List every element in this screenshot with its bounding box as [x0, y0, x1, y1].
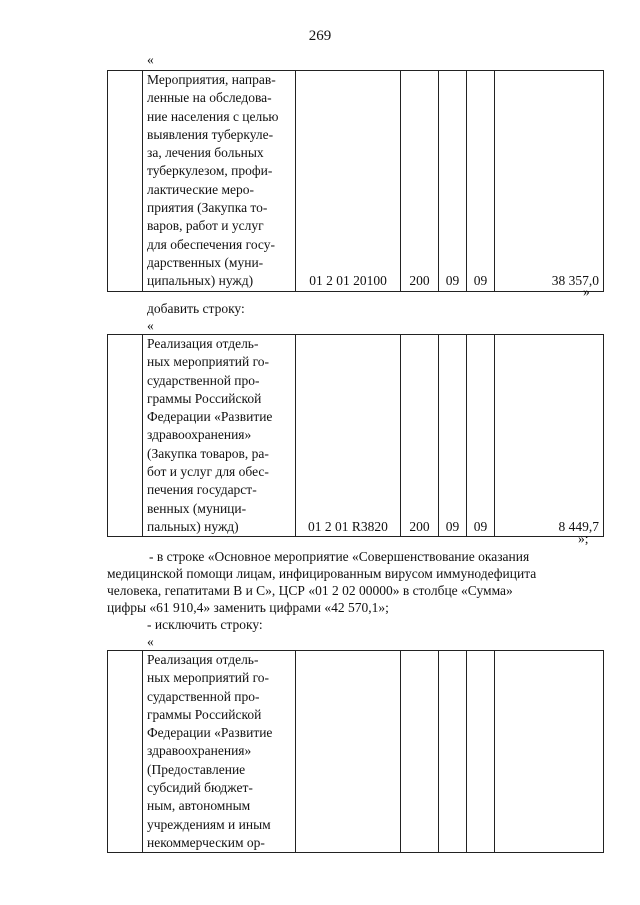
expense-name-cell: Реализация отдель- ных мероприятий го- сударственной про- граммы Российской Федерации «Развитие здравоохранения» (Предоставление субсидий бюджет- ным, автономным учреждениям и иным некоммерческим ор-	[143, 651, 296, 853]
pr-cell: 09	[467, 335, 495, 537]
rz-cell: 09	[439, 335, 467, 537]
open-quote: «	[147, 318, 154, 333]
pr-cell	[467, 651, 495, 853]
vr-cell	[401, 651, 439, 853]
rz-cell	[439, 651, 467, 853]
close-quote: »	[583, 284, 590, 299]
table-row	[108, 71, 604, 292]
expense-name-cell: Мероприятия, направ- ленные на обследова- ние населения с целью выявления туберкуле- за, лечения больных туберкулезом, профи- лактические меро- приятия (Закупка то- варов, работ и услуг для обеспечения госу- дарственных (муни- ципальных) нужд)	[143, 71, 296, 292]
empty-cell	[108, 651, 143, 853]
page-number: 269	[308, 28, 332, 44]
budget-table-2	[107, 334, 604, 537]
vr-cell: 200	[401, 335, 439, 537]
vr-cell: 200	[401, 71, 439, 292]
budget-table-3	[107, 650, 604, 853]
open-quote: «	[147, 52, 154, 67]
csr-cell: 01 2 01 R3820	[296, 335, 401, 537]
sum-cell	[495, 651, 604, 853]
empty-cell	[108, 335, 143, 537]
empty-cell	[108, 71, 143, 292]
expense-name-cell: Реализация отдель- ных мероприятий го- сударственной про- граммы Российской Федерации «Развитие здравоохранения» (Закупка товаров, ра- бот и услуг для обес- печения государст- венных (муници- пальных) нужд)	[143, 335, 296, 537]
pr-cell: 09	[467, 71, 495, 292]
open-quote: «	[147, 634, 154, 649]
table-row	[108, 651, 604, 853]
sum-cell: 8 449,7	[495, 335, 604, 537]
budget-table-1	[107, 70, 604, 292]
add-row-label: добавить строку:	[147, 301, 245, 316]
amendment-paragraph: - в строке «Основное мероприятие «Совершенствование оказания медицинской помощи лицам, инфицированным вирусом иммунодефицита человека, гепатитами В и С», ЦСР «01 2 02 00000» в столбце «Сумма» цифры «61 910,4» заменить цифрами «42 570,1»;	[107, 549, 537, 615]
remove-row-label: - исключить строку:	[147, 617, 263, 632]
csr-cell: 01 2 01 20100	[296, 71, 401, 292]
close-quote: »;	[578, 531, 589, 546]
table-row	[108, 335, 604, 537]
rz-cell: 09	[439, 71, 467, 292]
csr-cell	[296, 651, 401, 853]
sum-cell: 38 357,0	[495, 71, 604, 292]
